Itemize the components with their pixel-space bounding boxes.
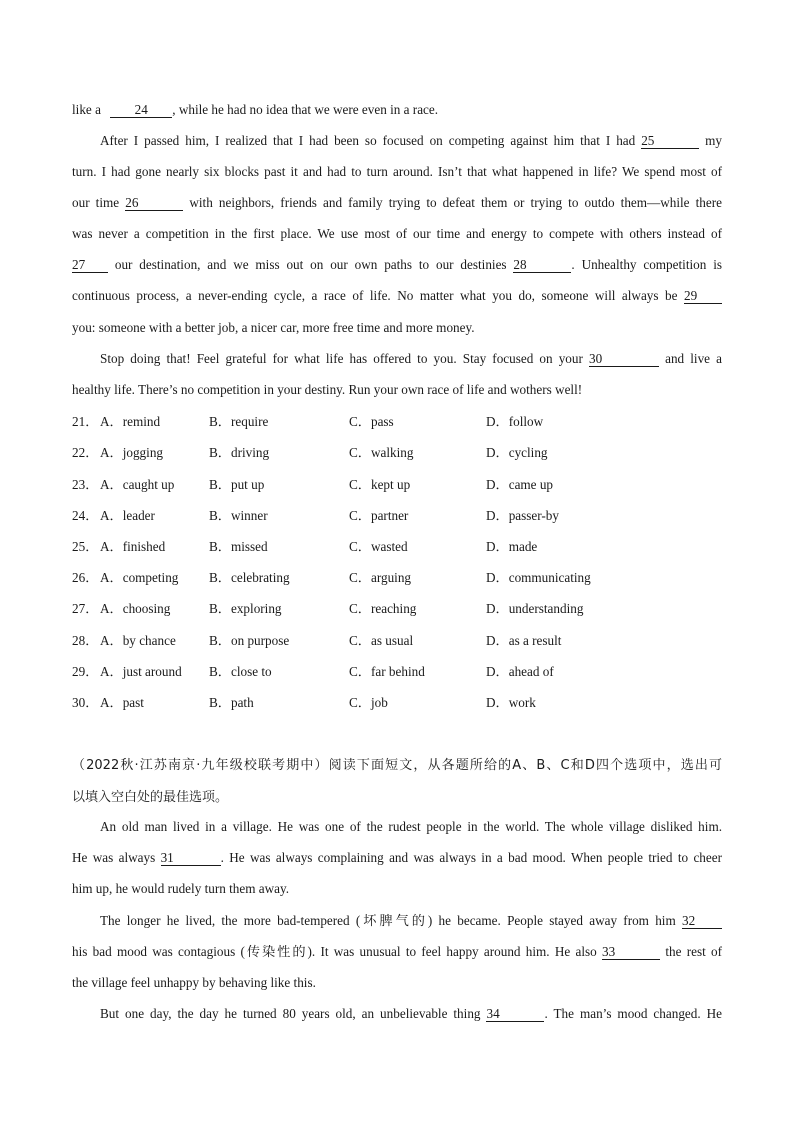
option-d[interactable]: D．as a result — [486, 633, 562, 648]
question-row — [72, 476, 722, 494]
option-a[interactable]: A．finished — [100, 539, 166, 554]
passage1-line3: turn. I had gone nearly six blocks past it and had to turn around. Isn’t that what happened in life? We spend most of — [72, 164, 722, 179]
question-number: 23． — [72, 477, 99, 492]
section2-p1-line2: He was always 31 . He was always complaining and was always in a bad mood. When people tried to cheer — [72, 850, 722, 865]
option-b[interactable]: B．celebrating — [209, 570, 290, 585]
option-c[interactable]: C．far behind — [349, 664, 425, 679]
option-c[interactable]: C．wasted — [349, 539, 408, 554]
option-d[interactable]: D．follow — [486, 414, 544, 429]
blank-32[interactable]: 32 — [682, 913, 722, 929]
question-row — [72, 444, 722, 462]
section2-p2-line2: his bad mood was contagious (传染性的). It was unusual to feel happy around him. He also 33 the rest of — [72, 944, 723, 959]
passage1-line10: healthy life. There’s no competition in your destiny. Run your own race of life and wothers well! — [72, 382, 583, 397]
question-number: 25． — [72, 539, 99, 554]
option-a[interactable]: A．competing — [100, 570, 179, 585]
blank-24[interactable]: 24 — [110, 102, 172, 118]
question-row — [72, 632, 722, 650]
option-a[interactable]: A．caught up — [100, 477, 175, 492]
option-a[interactable]: A．leader — [100, 508, 155, 523]
option-b[interactable]: B．require — [209, 414, 269, 429]
option-a[interactable]: A．remind — [100, 414, 161, 429]
section2-p1-line3: him up, he would rudely turn them away. — [72, 881, 290, 896]
passage1-line4: our time 26 with neighbors, friends and family trying to defeat them or trying to outdo them—while there — [72, 195, 722, 210]
blank-26[interactable]: 26 — [125, 195, 183, 211]
option-c[interactable]: C．job — [349, 695, 388, 710]
passage1-line2: After I passed him, I realized that I had been so focused on competing against him that I had 25 my — [100, 133, 722, 148]
option-a[interactable]: A．jogging — [100, 445, 164, 460]
option-b[interactable]: B．driving — [209, 445, 270, 460]
option-c[interactable]: C．walking — [349, 445, 414, 460]
option-d[interactable]: D．passer-by — [486, 508, 559, 523]
question-number: 29． — [72, 664, 99, 679]
blank-30[interactable]: 30 — [589, 351, 659, 367]
option-c[interactable]: C．pass — [349, 414, 394, 429]
option-a[interactable]: A．past — [100, 695, 144, 710]
question-row — [72, 600, 722, 618]
section2-p2-line1: The longer he lived, the more bad-tempered (坏脾气的) he became. People stayed away from him 32 — [100, 912, 722, 930]
question-number: 28． — [72, 633, 99, 648]
option-d[interactable]: D．ahead of — [486, 664, 554, 679]
blank-27[interactable]: 27 — [72, 257, 108, 273]
passage1-line1: like a 24 , while he had no idea that we were even in a race. — [72, 102, 439, 117]
section2-p2-line3: the village feel unhappy by behaving like this. — [72, 975, 316, 990]
blank-28[interactable]: 28 — [513, 257, 571, 273]
section2-p1-line1: An old man lived in a village. He was one of the rudest people in the world. The whole village disliked him. — [100, 819, 722, 834]
option-d[interactable]: D．work — [486, 695, 536, 710]
passage1-line7: continuous process, a never-ending cycle, a race of life. No matter what you do, someone will always be 29 — [72, 287, 722, 305]
passage1-line5: was never a competition in the first place. We use most of our time and energy to compete with others instead of — [72, 226, 722, 241]
option-c[interactable]: C．arguing — [349, 570, 412, 585]
question-row — [72, 694, 722, 712]
option-d[interactable]: D．cycling — [486, 445, 548, 460]
option-b[interactable]: B．on purpose — [209, 633, 290, 648]
question-number: 27． — [72, 601, 99, 616]
option-a[interactable]: A．choosing — [100, 601, 171, 616]
question-number: 30． — [72, 695, 99, 710]
option-b[interactable]: B．put up — [209, 477, 265, 492]
option-b[interactable]: B．missed — [209, 539, 268, 554]
section2-p3-line1: But one day, the day he turned 80 years old, an unbelievable thing 34 . The man’s mood changed. He — [100, 1006, 723, 1021]
blank-34[interactable]: 34 — [486, 1006, 544, 1022]
option-b[interactable]: B．path — [209, 695, 254, 710]
question-row — [72, 569, 722, 587]
passage1-line9: Stop doing that! Feel grateful for what life has offered to you. Stay focused on your 30 and live a — [100, 351, 722, 366]
question-number: 21． — [72, 414, 99, 429]
option-c[interactable]: C．as usual — [349, 633, 414, 648]
option-b[interactable]: B．close to — [209, 664, 272, 679]
blank-33[interactable]: 33 — [602, 944, 660, 960]
question-row — [72, 507, 722, 525]
question-row — [72, 663, 722, 681]
passage1-line8: you: someone with a better job, a nicer car, more free time and more money. — [72, 320, 475, 335]
option-b[interactable]: B．winner — [209, 508, 268, 523]
question-number: 24． — [72, 508, 99, 523]
option-b[interactable]: B．exploring — [209, 601, 282, 616]
question-number: 26． — [72, 570, 99, 585]
section2-instruction-line1: （2022秋·江苏南京·九年级校联考期中）阅读下面短文，从各题所给的A、B、C和D四个选项中，选出可 — [72, 758, 722, 773]
question-row — [72, 538, 722, 556]
option-d[interactable]: D．communicating — [486, 570, 591, 585]
option-c[interactable]: C．partner — [349, 508, 409, 523]
option-a[interactable]: A．just around — [100, 664, 182, 679]
blank-25[interactable]: 25 — [641, 133, 699, 149]
option-d[interactable]: D．made — [486, 539, 538, 554]
blank-29[interactable]: 29 — [684, 288, 722, 304]
question-row — [72, 413, 722, 431]
section2-instruction-line2: 以填入空白处的最佳选项。 — [72, 790, 229, 805]
option-d[interactable]: D．came up — [486, 477, 554, 492]
option-c[interactable]: C．reaching — [349, 601, 417, 616]
question-number: 22． — [72, 445, 99, 460]
blank-31[interactable]: 31 — [161, 850, 221, 866]
option-d[interactable]: D．understanding — [486, 601, 584, 616]
passage1-line6: 27 our destination, and we miss out on our own paths to our destinies 28 . Unhealthy competition is — [72, 257, 722, 272]
option-c[interactable]: C．kept up — [349, 477, 411, 492]
option-a[interactable]: A．by chance — [100, 633, 176, 648]
